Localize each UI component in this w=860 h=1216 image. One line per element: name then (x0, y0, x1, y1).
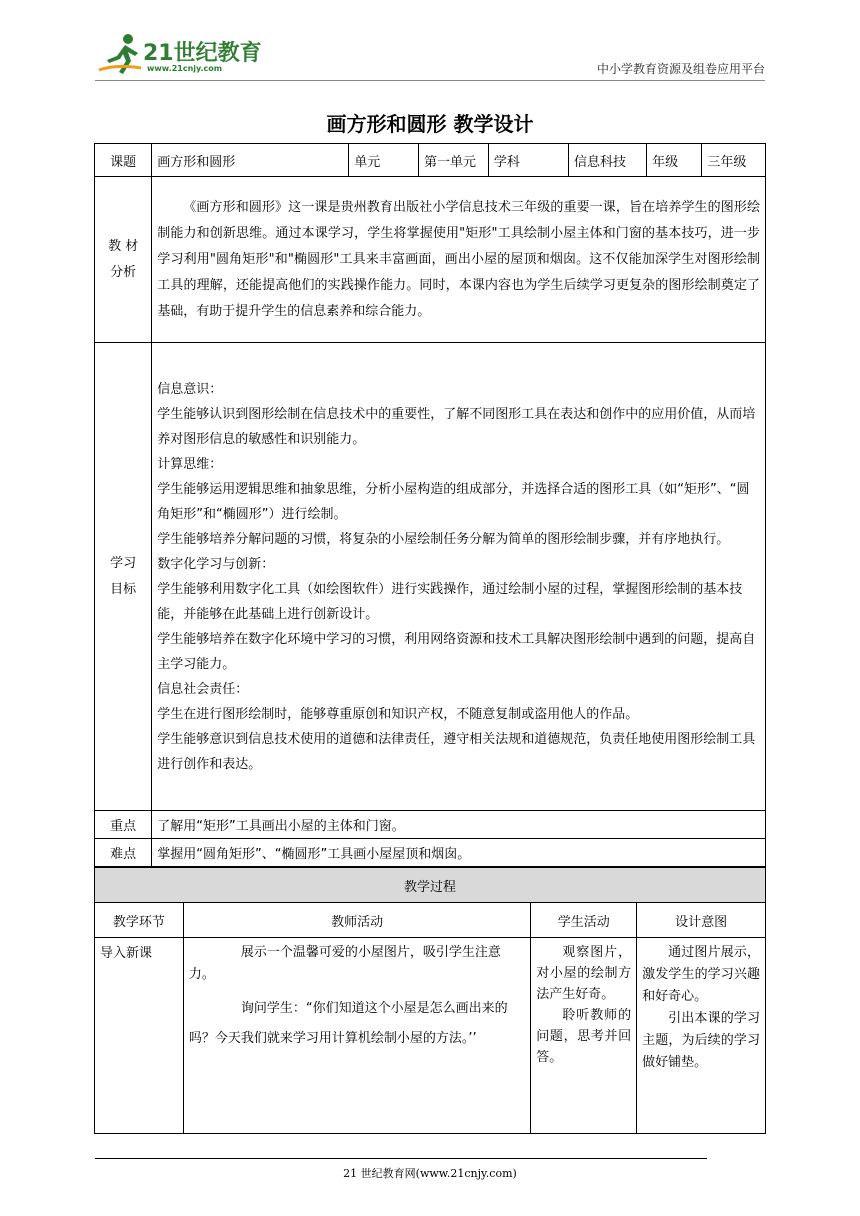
process-heading: 教学过程 (95, 868, 766, 903)
header-divider (95, 80, 765, 81)
logo-url: www.21cnjy.com (147, 64, 223, 73)
difficulty-text: 掌握用“圆角矩形”、“椭圆形”工具画小屋屋顶和烟囱。 (152, 839, 766, 867)
objective-line: 学生能够意识到信息技术使用的道德和法律责任，遵守相关法规和道德规范，负责任地使用图形绘制工具进行创作和表达。 (157, 731, 756, 772)
info-row (95, 144, 766, 177)
material-analysis-label-line1: 教 材 (108, 238, 139, 254)
objective-line: 学生能够培养在数字化环境中学习的习惯，利用网络资源和技术工具解决图形绘制中遇到的问题，提高自主学习能力。 (157, 631, 756, 672)
objective-line: 学生能够认识到图形绘制在信息技术中的重要性，了解不同图形工具在表达和创作中的应用价值，从而培养对图形信息的敏感性和识别能力。 (157, 406, 756, 447)
objectives-label-line2: 目标 (110, 581, 137, 597)
material-analysis-label (95, 177, 152, 343)
column-header-stage: 教学环节 (95, 903, 184, 938)
teaching-process-table (94, 867, 766, 1134)
key-point-label: 重点 (95, 811, 152, 839)
platform-name: 中小学教育资源及组卷应用平台 (596, 62, 765, 76)
subject-label: 学科 (488, 144, 568, 177)
page-header (95, 30, 765, 80)
material-analysis-row (95, 177, 766, 343)
column-header-student: 学生活动 (531, 903, 637, 938)
grade-label: 年级 (647, 144, 702, 177)
key-point-text: 了解用“矩形”工具画出小屋的主体和门窗。 (152, 811, 766, 839)
grade-value: 三年级 (702, 144, 766, 177)
objectives-text-cell (152, 343, 766, 811)
course-value: 画方形和圆形 (152, 144, 349, 177)
objective-line: 学生能够运用逻辑思维和抽象思维，分析小屋构造的组成部分，并选择合适的图形工具（如“矩形”、“圆角矩形”和“椭圆形”）进行绘制。 (157, 481, 750, 522)
teacher-activity-text: 询问学生：“你们知道这个小屋是怎么画出来的吗？今天我们就来学习用计算机绘制小屋的方法。’’ (188, 1001, 508, 1046)
unit-label: 单元 (349, 144, 419, 177)
process-column-header-row (95, 903, 766, 938)
design-intent-text: 通过图片展示，激发学生的学习兴趣和好奇心。 (642, 945, 760, 1004)
student-activity-cell (531, 938, 637, 1134)
column-header-intent: 设计意图 (637, 903, 766, 938)
objectives-label (95, 343, 152, 811)
process-heading-row (95, 868, 766, 903)
objective-line: 信息社会责任： (157, 681, 249, 697)
runner-logo-icon (95, 30, 145, 78)
stage-text: 导入新课 (100, 946, 153, 961)
design-intent-cell (637, 938, 766, 1134)
lesson-info-table (94, 143, 766, 867)
objective-line: 信息意识： (157, 381, 223, 397)
design-intent-text: 引出本课的学习主题，为后续的学习做好铺垫。 (642, 1011, 760, 1070)
stage-cell (95, 938, 184, 1134)
material-analysis-text: 《画方形和圆形》这一课是贵州教育出版社小学信息技术三年级的重要一课，旨在培养学生的图形绘制能力和创新思维。通过本课学习，学生将掌握使用"矩形"工具绘制小屋主体和门窗的基本技巧，进一步学习利用"圆角矩形"和"椭圆形"工具来丰富画面，画出小屋的屋顶和烟囱。这不仅能加深学生对图形绘制工具的理解，还能提高他们的实践操作能力。同时，本课内容也为学生后续学习更复杂的图形绘制奠定了基础，有助于提升学生的信息素养和综合能力。 (157, 199, 760, 319)
teacher-activity-cell (183, 938, 530, 1134)
logo (95, 30, 295, 80)
subject-value: 信息科技 (569, 144, 647, 177)
table-row (95, 938, 766, 1134)
course-label: 课题 (95, 144, 152, 177)
material-analysis-text-cell (152, 177, 766, 343)
material-analysis-label-line2: 分析 (110, 264, 137, 280)
difficulty-label: 难点 (95, 839, 152, 867)
objective-line: 计算思维： (157, 456, 223, 472)
objective-line: 数字化学习与创新： (157, 556, 275, 572)
objective-line: 学生在进行图形绘制时，能够尊重原创和知识产权，不随意复制或盗用他人的作品。 (157, 706, 639, 722)
objectives-label-line1: 学习 (110, 555, 137, 571)
objectives-row (95, 343, 766, 811)
difficulty-row (95, 839, 766, 867)
student-activity-text: 聆听教师的问题，思考并回答。 (536, 1008, 632, 1065)
unit-value: 第一单元 (419, 144, 489, 177)
footer-text: 21 世纪教育网(www.21cnjy.com) (343, 1167, 517, 1180)
key-point-row (95, 811, 766, 839)
objective-line: 学生能够利用数字化工具（如绘图软件）进行实践操作，通过绘制小屋的过程，掌握图形绘制的基本技能，并能够在此基础上进行创新设计。 (157, 581, 743, 622)
logo-text: 21世纪教育 (143, 41, 262, 66)
document-title: 画方形和圆形 教学设计 (326, 112, 534, 136)
footer-divider (95, 1158, 707, 1159)
column-header-teacher: 教师活动 (183, 903, 530, 938)
teacher-activity-text: 展示一个温馨可爱的小屋图片，吸引学生注意力。 (188, 945, 501, 982)
objective-line: 学生能够培养分解问题的习惯，将复杂的小屋绘制任务分解为简单的图形绘制步骤，并有序地执行。 (157, 531, 730, 547)
student-activity-text: 观察图片，对小屋的绘制方法产生好奇。 (536, 945, 632, 1002)
